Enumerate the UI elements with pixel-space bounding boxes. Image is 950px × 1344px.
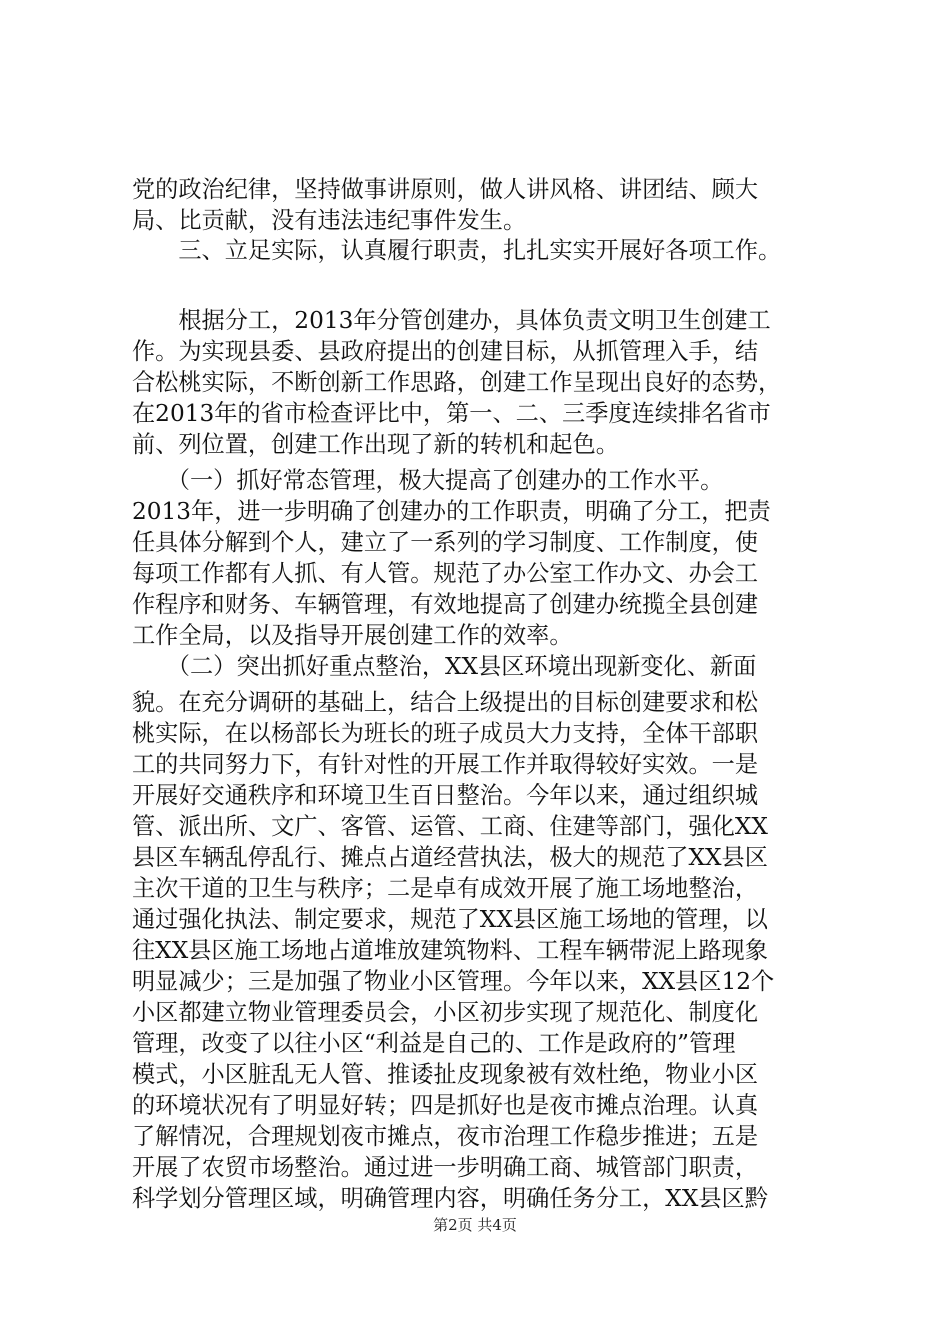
page-footer: 第2页 共4页 bbox=[433, 1216, 517, 1234]
text-line: 科学划分管理区域，明确管理内容，明确任务分工，XX县区黔 bbox=[132, 1185, 768, 1212]
text-line: 工作全局，以及指导开展创建工作的效率。 bbox=[132, 622, 573, 649]
text-line: 管、派出所、文广、客管、运管、工商、住建等部门，强化XX bbox=[132, 813, 768, 840]
text-line: 作程序和财务、车辆管理，有效地提高了创建办统揽全县创建 bbox=[132, 591, 759, 618]
text-line: 的环境状况有了明显好转；四是抓好也是夜市摊点治理。认真 bbox=[132, 1092, 759, 1119]
text-line: 开展了农贸市场整治。通过进一步明确工商、城管部门职责， bbox=[132, 1154, 759, 1181]
text-line: 县区车辆乱停乱行、摊点占道经营执法，极大的规范了XX县区 bbox=[132, 844, 768, 871]
text-line: 通过强化执法、制定要求，规范了XX县区施工场地的管理，以 bbox=[132, 906, 768, 933]
text-line: 三、立足实际，认真履行职责，扎扎实实开展好各项工作。 bbox=[132, 237, 782, 264]
text-line: 工的共同努力下，有针对性的开展工作并取得较好实效。一是 bbox=[132, 751, 759, 778]
text-line: 2013年，进一步明确了创建办的工作职责，明确了分工，把责 bbox=[132, 498, 771, 525]
text-line: 主次干道的卫生与秩序；二是卓有成效开展了施工场地整治， bbox=[132, 875, 759, 902]
text-line: 根据分工，2013年分管创建办，具体负责文明卫生创建工 bbox=[132, 307, 771, 334]
text-line: 管理，改变了以往小区“利益是自己的、工作是政府的”管理 bbox=[132, 1030, 736, 1057]
text-line: 局、比贡献，没有违法违纪事件发生。 bbox=[132, 207, 527, 234]
text-line: 党的政治纪律，坚持做事讲原则，做人讲风格、讲团结、顾大 bbox=[132, 176, 759, 203]
text-line: 前、列位置，创建工作出现了新的转机和起色。 bbox=[132, 431, 619, 458]
text-line: （一）抓好常态管理，极大提高了创建办的工作水平。 bbox=[132, 467, 724, 494]
text-line: 合松桃实际，不断创新工作思路，创建工作呈现出良好的态势， bbox=[132, 369, 782, 396]
text-line: 在2013年的省市检查评比中，第一、二、三季度连续排名省市 bbox=[132, 400, 771, 427]
text-line: 貌。在充分调研的基础上，结合上级提出的目标创建要求和松 bbox=[132, 689, 759, 716]
text-line: 模式，小区脏乱无人管、推诿扯皮现象被有效杜绝，物业小区 bbox=[132, 1061, 759, 1088]
text-line: 明显减少；三是加强了物业小区管理。今年以来，XX县区12个 bbox=[132, 968, 775, 995]
text-line: 桃实际，在以杨部长为班长的班子成员大力支持，全体干部职 bbox=[132, 720, 759, 747]
text-line: 任具体分解到个人，建立了一系列的学习制度、工作制度，使 bbox=[132, 529, 759, 556]
text-line: 往XX县区施工场地占道堆放建筑物料、工程车辆带泥上路现象 bbox=[132, 937, 768, 964]
text-line: 小区都建立物业管理委员会，小区初步实现了规范化、制度化 bbox=[132, 999, 759, 1026]
text-line: 每项工作都有人抓、有人管。规范了办公室工作办文、办会工 bbox=[132, 560, 759, 587]
text-line: 开展好交通秩序和环境卫生百日整治。今年以来，通过组织城 bbox=[132, 782, 759, 809]
text-line: （二）突出抓好重点整治，XX县区环境出现新变化、新面 bbox=[132, 653, 757, 680]
text-line: 了解情况，合理规划夜市摊点，夜市治理工作稳步推进；五是 bbox=[132, 1123, 759, 1150]
text-line: 作。为实现县委、县政府提出的创建目标，从抓管理入手，结 bbox=[132, 338, 759, 365]
